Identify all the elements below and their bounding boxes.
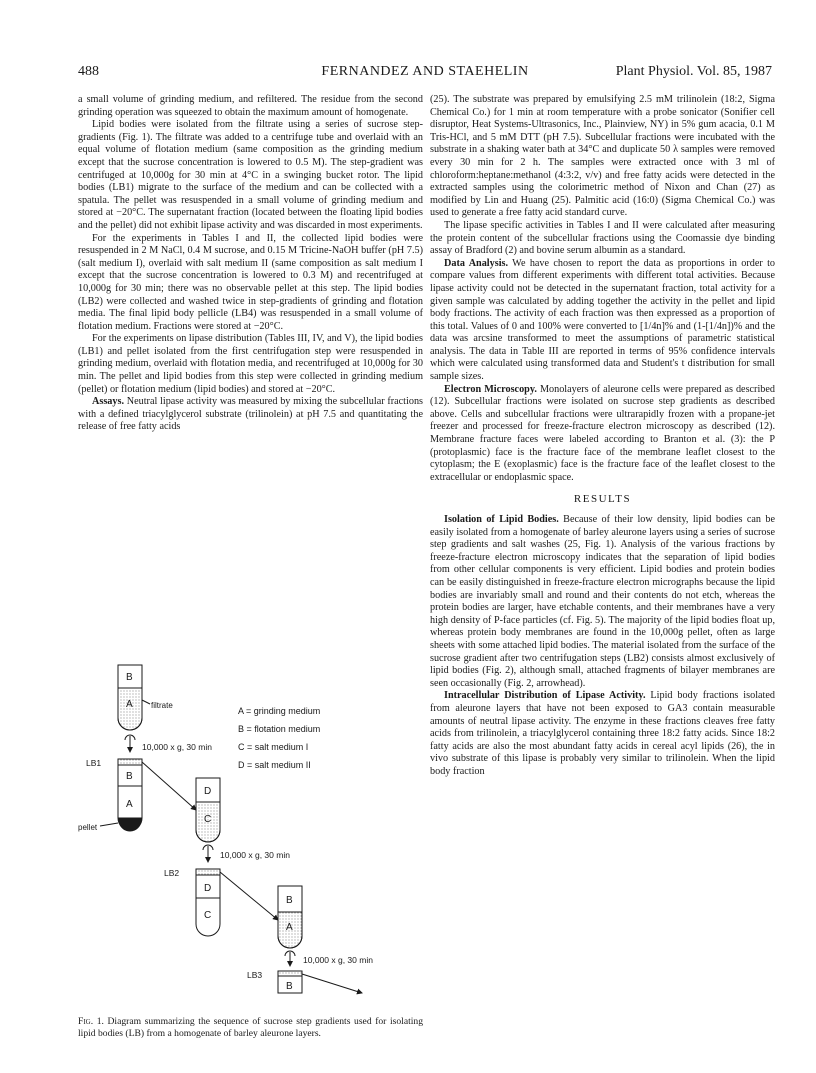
tube-label: D <box>204 883 212 894</box>
paragraph: The lipase specific activities in Tables I and II were calculated after measuring the protein content of the subcellular fractions using the Coomassie dye binding assay of Bradford (2) and bovine serum albumin as a standard. <box>430 219 775 257</box>
paragraph <box>430 258 775 384</box>
paragraph <box>430 690 775 778</box>
legend <box>238 706 320 770</box>
tube-label: B <box>286 981 293 992</box>
tube-label: C <box>204 910 212 921</box>
paragraph <box>78 396 423 434</box>
pellet-label: pellet <box>78 823 98 832</box>
tube-label: A <box>286 922 293 933</box>
spin-label: 10,000 x g, 30 min <box>142 742 212 752</box>
left-column <box>78 94 423 434</box>
section-title: RESULTS <box>573 493 632 506</box>
figure-caption <box>78 1016 423 1040</box>
tube-label: B <box>126 771 133 782</box>
caption-text: Diagram summarizing the sequence of sucrose step gradients used for isolating lipid bodies (LB) from a homogenate of barley aleurone layers. <box>78 1016 423 1039</box>
right-column <box>430 94 775 778</box>
spin-label: 10,000 x g, 30 min <box>220 850 290 860</box>
tube-label: B <box>126 672 133 683</box>
paragraph: a small volume of grinding medium, and refiltered. The residue from the second grinding operation was squeezed to obtain the maximum amount of homogenate. <box>78 94 423 118</box>
header-journal: Plant Physiol. Vol. 85, 1987 <box>615 64 772 79</box>
paragraph-text: We have chosen to report the data as proportions in order to compare values from different experiments with different total activities. Because lipase activity could not be detected in the supernatant fraction, total activity for a given sample was calculated by adding together the activity in the pellet and lipid body fractions. The activity of each fraction was then expressed as a proportion of this total. Values of 0 and 100% were converted to [1/4n]% and (1-[1/4n])% and the data was arcsine transformed to meet the assumptions of parametric statistical analysis. The data in Table III are reported in terms of 95% confidence intervals which were calculated using transformed data and Student's t distribution for small sample sizes. <box>430 257 775 383</box>
runin-heading: Data Analysis. <box>444 257 509 269</box>
paragraph: For the experiments on lipase distribution (Tables III, IV, and V), the lipid bodies (LB1) and pellet isolated from the first centrifugation step were resuspended in grinding medium, overlaid with flotation media, and recentrifuged at 10,000g for 30 min. The pellet and lipid bodies from this step were collected in grinding medium (pellet) or flotation medium (lipid bodies) and stored at −20°C. <box>78 333 423 395</box>
tube-label: B <box>286 895 293 906</box>
centrifuge-step-2 <box>203 845 290 862</box>
lb2-label: LB2 <box>164 868 180 878</box>
tube-wash-gradient-1 <box>278 886 302 948</box>
legend-b: B = flotation medium <box>238 724 321 734</box>
paragraph <box>430 514 775 690</box>
runin-heading: Intracellular Distribution of Lipase Activity. <box>444 690 646 702</box>
tube-label: A <box>126 699 133 710</box>
tube-lb2 <box>164 868 278 936</box>
spin-label: 10,000 x g, 30 min <box>303 955 373 965</box>
paragraph: (25). The substrate was prepared by emulsifying 2.5 mM trilinolein (18:2, Sigma Chemical Co.) for 1 min at room temperature with a probe sonicator (Sonifier cell disruptor, Heat Systems-Ultrasonics, Inc., Plainview, NY) in 5% gum acacia, 0.1 M Tris-HCl, and 5 mM DTT (pH 7.5). Subcellular fractions were incubated with the substrate in a shaking water bath at 34°C and duplicate 50 λ samples were removed every 30 min for 2 h. The samples were extracted once with 3 ml of chloroform:heptane:methanol (4:3:2, v/v) and free fatty acids were detected in the extracted samples using the colorimetric method of Nixon and Chan (27) as modified by Lin and Huang (25). Palmitic acid (16:0) (Sigma Chemical Co.) was used to generate a free fatty acid standard curve. <box>430 94 775 219</box>
paragraph-text: Monolayers of aleurone cells were prepared as described (12). Subcellular fractions were isolated on sucrose step gradients as described above. Cells and subcellular fractions were ultrarapidly frozen with a propane-jet freezer and processed for freeze-fracture electron microscopy as described (12). Membrane fracture faces were labeled according to Branton et al. (3): the P (protoplasmic) face is the fracture face of the membrane leaflet closest to the cytoplasm; the E (exoplasmic) face is the fracture face of the leaflet closest to the extracellular or endoplasmic space. <box>430 383 775 483</box>
legend-d: D = salt medium II <box>238 760 311 770</box>
figure-1-diagram <box>78 660 423 1005</box>
legend-c: C = salt medium I <box>238 742 309 752</box>
tube-label: C <box>204 814 212 825</box>
tube-filtrate <box>118 665 173 730</box>
paragraph-text: Because of their low density, lipid bodies can be easily isolated from a homogenate of barley aleurone layers using a series of sucrose step gradients and salt washes (25, Fig. 1). Analysis of the various fractions by freeze-fracture electron microscopy indicates that the separation of lipid bodies from other cellular components is very efficient. Lipid bodies and protein bodies can be easily distinguished in freeze-fracture electron micrographs because the lipid bodies are invariably small and round and their contents do not etch, whereas the protein bodies are larger, have etchable contents, and their membranes have a very high density of P-face particles (cf. Fig. 5). The majority of the lipid bodies float up, whereas protein body membranes are found in the 10,000g pellet, often as large sheets with some attached lipid bodies. The material isolated from the surface of the sucrose gradient after two centrifugation steps (LB2) consists almost exclusively of lipid bodies (Fig. 2), although small, attached fragments of bilayer membranes are seen occasionally (Fig. 2, arrowhead). <box>430 514 776 689</box>
tube-lb1 <box>78 758 196 832</box>
paragraph: Lipid bodies were isolated from the filtrate using a series of sucrose step-gradients (Fig. 1). The filtrate was added to a centrifuge tube and overlaid with an equal volume of flotation medium (same composition as the grinding medium except that the sucrose concentration is lowered to 0.5 M). The step-gradient was centrifuged at 10,000g for 30 min at 4°C in a swinging bucket rotor. The lipid bodies (LB1) migrate to the surface of the medium and can be collected with a spatula. The pellet was resuspended in a small volume of grinding medium and stored at −20°C. The supernatant fraction (located between the floating lipid bodies and the pellet) did not exhibit lipase activity and was discarded in most experiments. <box>78 119 423 231</box>
lb1-label: LB1 <box>86 758 102 768</box>
filtrate-label: filtrate <box>151 701 173 710</box>
paragraph <box>430 384 775 485</box>
legend-a: A = grinding medium <box>238 706 321 716</box>
paragraph: For the experiments in Tables I and II, the collected lipid bodies were resuspended in 2 M NaCl, 0.4 M sucrose, and 0.15 M Tricine-NaOH buffer (pH 7.5) (salt medium I), overlaid with salt medium II (same composition as salt medium I except that the sucrose concentration is lowered to 0.3 M) and recentrifuged at 10,000g for 30 min; there was no observable pellet at this step. The lipid bodies (LB2) were collected and washed twice in step-gradients of grinding and flotation media. The final lipid body pellicle (LB4) was resuspended in a small volume of flotation medium. Fractions were stored at −20°C. <box>78 232 423 332</box>
centrifuge-step-1 <box>125 735 212 752</box>
runin-heading: Isolation of Lipid Bodies. <box>444 514 559 525</box>
running-header <box>78 64 772 84</box>
paragraph-text: Lipid body fractions isolated from aleurone layers that have not been exposed to GA3 contain measurable amounts of neutral lipase activity. The enzyme in these fractions cleaves free fatty acids from trilinolein, a triacylglycerol containing three 18:2 fatty acids. Since 18:2 fatty acids are also the most abundant fatty acids in cereal acyl lipids (26), the in vivo substrate of this lipase is probably very similar to trilinolein. When the lipid body fraction <box>430 690 775 777</box>
paragraph-text: Neutral lipase activity was measured by mixing the subcellular fractions with a defined triacylglycerol substrate (trilinolein) at pH 7.5 and quantitating the release of free fatty acids <box>78 396 423 433</box>
runin-heading: Electron Microscopy. <box>444 383 537 395</box>
tube-salt-gradient-1 <box>196 778 220 842</box>
tube-lb3 <box>247 970 362 993</box>
centrifuge-step-3 <box>285 951 373 966</box>
tube-label: A <box>126 799 133 810</box>
page-number: 488 <box>78 64 99 79</box>
caption-label: Fig. 1. <box>78 1016 104 1027</box>
header-authors: FERNANDEZ AND STAEHELIN <box>321 64 529 79</box>
lb3-label: LB3 <box>247 970 263 980</box>
runin-heading: Assays. <box>92 396 124 408</box>
tube-label: D <box>204 786 212 797</box>
